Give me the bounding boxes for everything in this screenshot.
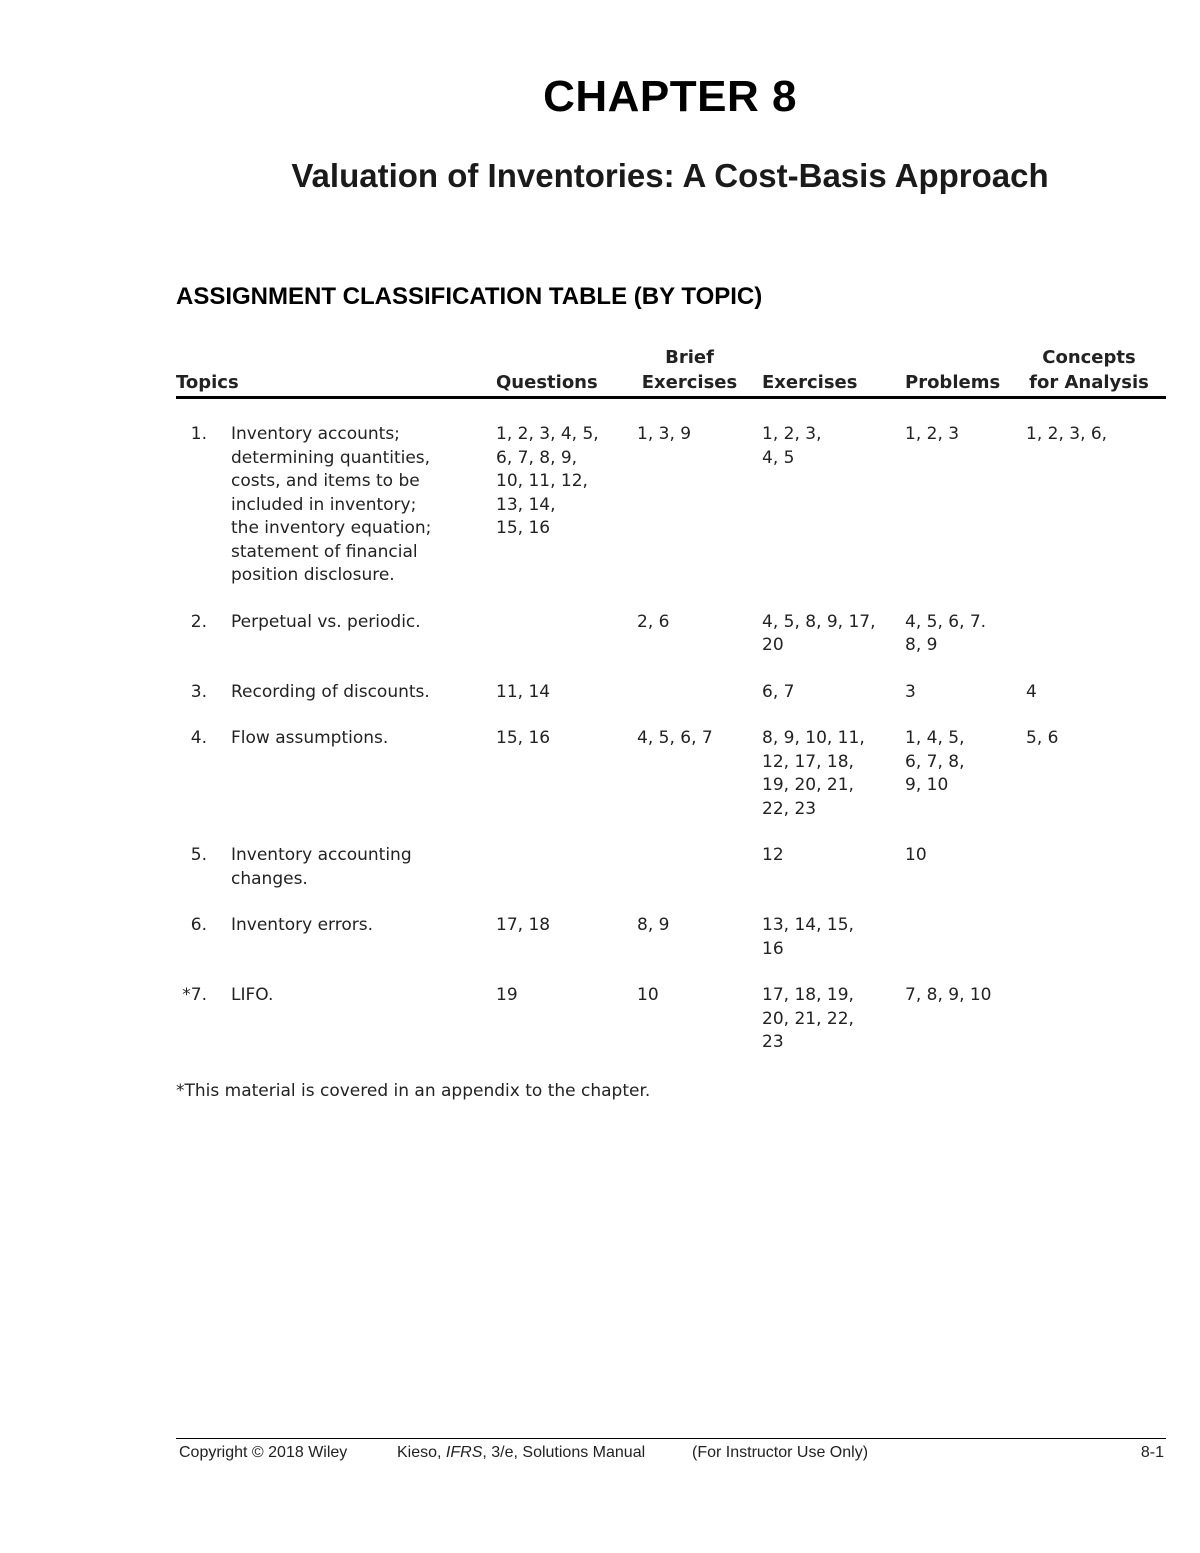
table-row — [176, 681, 1166, 705]
row-questions — [496, 844, 637, 891]
row-topic: Recording of discounts. — [231, 681, 430, 702]
row-topic: Flow assumptions. — [231, 728, 389, 748]
table-row — [176, 844, 1166, 891]
row-exercises: 6, 7 — [762, 681, 795, 702]
footer-edition: , 3/e, Solutions Manual — [482, 1444, 646, 1461]
row-number: 3. — [190, 681, 207, 702]
row-problems: 7, 8, 9, 10 — [905, 985, 992, 1005]
table-header-row — [176, 345, 1166, 398]
table-row — [176, 914, 1166, 961]
row-brief-exercises — [637, 844, 762, 891]
row-exercises: 1, 2, 3, 4, 5 — [762, 424, 822, 468]
row-number: 2. — [190, 611, 207, 632]
table-row — [176, 611, 1166, 658]
footer-author: Kieso, — [397, 1444, 446, 1461]
row-exercises: 4, 5, 8, 9, 17, 20 — [762, 611, 876, 655]
col-header-brief-exercises: Brief Exercises — [637, 345, 762, 398]
row-questions — [496, 611, 637, 658]
row-exercises: 8, 9, 10, 11, 12, 17, 18, 19, 20, 21, 22, 23 — [762, 728, 865, 819]
footer-page-number: 8-1 — [1140, 1444, 1164, 1461]
row-questions: 17, 18 — [496, 915, 551, 935]
row-brief-exercises: 4, 5, 6, 7 — [637, 728, 713, 748]
table-row — [176, 423, 1166, 588]
row-topic: LIFO. — [231, 985, 274, 1005]
row-concepts — [1026, 914, 1166, 961]
row-brief-exercises: 2, 6 — [637, 611, 670, 632]
footer-book-title: IFRS — [445, 1444, 483, 1461]
chapter-heading: CHAPTER 8 — [543, 72, 797, 121]
row-concepts: 5, 6 — [1026, 728, 1059, 748]
col-header-exercises: Exercises — [762, 345, 905, 398]
row-problems: 3 — [905, 681, 916, 702]
row-topic: Inventory accounting changes. — [231, 845, 412, 889]
footer-copyright: Copyright © 2018 Wiley — [179, 1444, 348, 1461]
chapter-subtitle: Valuation of Inventories: A Cost-Basis Approach — [291, 157, 1049, 194]
row-number: 5. — [190, 845, 207, 865]
row-problems: 4, 5, 6, 7. 8, 9 — [905, 611, 987, 655]
row-problems: 10 — [905, 845, 927, 865]
row-number: *7. — [182, 985, 207, 1005]
col-header-questions: Questions — [496, 345, 637, 398]
footnote: *This material is covered in an appendix to the chapter. — [176, 1081, 651, 1101]
assignment-classification-table — [176, 345, 1166, 1055]
footer-book — [397, 1444, 645, 1462]
row-exercises: 12 — [762, 845, 784, 865]
row-number: 6. — [190, 915, 207, 935]
row-topic: Inventory accounts; determining quantities, costs, and items to be included in inventory; the inventory equation; statement of financial position disclosure. — [231, 424, 432, 585]
row-topic: Inventory errors. — [231, 915, 374, 935]
row-questions: 19 — [496, 985, 518, 1005]
row-number: 4. — [190, 728, 207, 748]
table-row — [176, 984, 1166, 1055]
row-problems: 1, 4, 5, 6, 7, 8, 9, 10 — [905, 728, 965, 795]
row-brief-exercises: 8, 9 — [637, 915, 670, 935]
row-concepts — [1026, 984, 1166, 1055]
row-number: 1. — [190, 424, 207, 444]
col-header-topics: Topics — [176, 345, 496, 398]
table-row — [176, 727, 1166, 821]
row-exercises: 17, 18, 19, 20, 21, 22, 23 — [762, 985, 854, 1052]
footer-usage: (For Instructor Use Only) — [692, 1444, 869, 1461]
row-topic: Perpetual vs. periodic. — [231, 611, 421, 632]
row-problems — [905, 914, 1026, 961]
col-header-concepts: Concepts for Analysis — [1026, 345, 1166, 398]
row-concepts — [1026, 844, 1166, 891]
row-concepts: 4 — [1026, 681, 1037, 702]
col-header-problems: Problems — [905, 345, 1026, 398]
row-questions: 11, 14 — [496, 681, 551, 702]
row-problems: 1, 2, 3 — [905, 424, 960, 444]
row-questions: 1, 2, 3, 4, 5, 6, 7, 8, 9, 10, 11, 12, 13, 14, 15, 16 — [496, 424, 599, 538]
row-brief-exercises: 1, 3, 9 — [637, 424, 692, 444]
footer-divider — [176, 1438, 1166, 1439]
row-brief-exercises: 10 — [637, 985, 659, 1005]
row-exercises: 13, 14, 15, 16 — [762, 915, 854, 959]
row-brief-exercises — [637, 681, 762, 705]
row-concepts — [1026, 611, 1166, 658]
row-concepts: 1, 2, 3, 6, — [1026, 424, 1108, 444]
section-title: ASSIGNMENT CLASSIFICATION TABLE (BY TOPIC) — [176, 283, 763, 310]
row-questions: 15, 16 — [496, 728, 551, 748]
